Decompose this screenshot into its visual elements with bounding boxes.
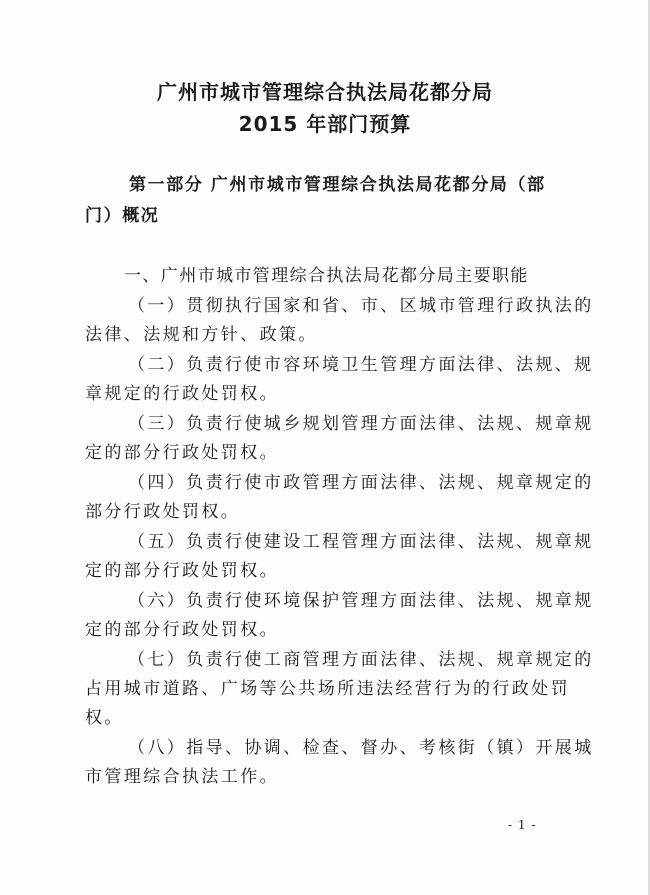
paragraph-line: （二）负责行使市容环境卫生管理方面法律、法规、规	[128, 355, 594, 375]
paragraph-line: 权。	[85, 708, 124, 728]
paragraph-line: （一）贯彻执行国家和省、市、区城市管理行政执法的	[128, 296, 594, 316]
paragraph-line: 占用城市道路、广场等公共场所违法经营行为的行政处罚	[85, 679, 570, 699]
paragraph-line: 部分行政处罚权。	[85, 502, 241, 522]
paragraph-line: （三）负责行使城乡规划管理方面法律、法规、规章规	[128, 414, 594, 434]
paragraph-line: （六）负责行使环境保护管理方面法律、法规、规章规	[128, 591, 594, 611]
part-heading-continued: 门）概况	[85, 206, 160, 226]
section-heading: 一、广州市城市管理综合执法局花都分局主要职能	[124, 266, 529, 286]
part-heading: 第一部分 广州市城市管理综合执法局花都分局（部	[129, 175, 546, 195]
paragraph-line: （五）负责行使建设工程管理方面法律、法规、规章规	[128, 532, 594, 552]
paragraph-line: 法律、法规和方针、政策。	[85, 325, 318, 345]
paragraph-line: （八）指导、协调、检查、督办、考核街（镇）开展城	[128, 738, 594, 758]
paragraph-line: 市管理综合执法工作。	[85, 767, 279, 787]
paragraph-line: 章规定的行政处罚权。	[85, 384, 279, 404]
paragraph-line: （四）负责行使市政管理方面法律、法规、规章规定的	[128, 473, 594, 493]
document-subtitle: 2015 年部门预算	[238, 112, 412, 136]
paragraph-line: 定的部分行政处罚权。	[85, 620, 279, 640]
paragraph-line: 定的部分行政处罚权。	[85, 443, 279, 463]
page-number: - 1 -	[508, 818, 537, 832]
paragraph-line: 定的部分行政处罚权。	[85, 561, 279, 581]
paragraph-line: （七）负责行使工商管理方面法律、法规、规章规定的	[128, 650, 594, 670]
document-title: 广州市城市管理综合执法局花都分局	[157, 80, 493, 104]
